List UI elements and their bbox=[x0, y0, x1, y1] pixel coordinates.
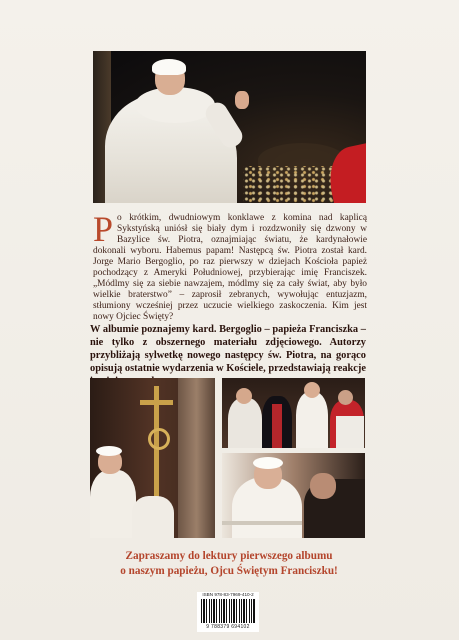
photo-zucchetto bbox=[152, 59, 186, 75]
barcode-digits: 9 788379 694102 bbox=[206, 624, 250, 630]
photo-clergy-group bbox=[222, 378, 365, 448]
photo-zucchetto bbox=[253, 457, 283, 469]
photo-rochet bbox=[336, 416, 364, 448]
photo-head bbox=[304, 382, 320, 398]
photo-pope-with-crucifix bbox=[90, 378, 215, 538]
invitation-line-1: Zapraszamy do lektury pierwszego albumu bbox=[125, 550, 333, 562]
photo-pillar bbox=[178, 378, 215, 538]
photo-pope-figure bbox=[90, 470, 136, 538]
barcode-bars bbox=[201, 599, 255, 623]
photo-head bbox=[310, 473, 336, 499]
intro-paragraph bbox=[93, 209, 367, 323]
invitation-line-2: o naszym papieżu, Ojcu Świętym Franciszku! bbox=[120, 565, 338, 577]
photo-pope-waving-balcony bbox=[93, 51, 366, 203]
photo-railing bbox=[222, 521, 302, 525]
photo-attendant bbox=[132, 496, 174, 538]
photo-crucifix-bar bbox=[140, 400, 173, 405]
invitation-text bbox=[90, 549, 368, 579]
photo-head bbox=[236, 388, 252, 404]
photo-head bbox=[338, 390, 353, 405]
isbn-barcode bbox=[197, 592, 259, 632]
photo-zucchetto bbox=[96, 446, 122, 456]
intro-dropcap: P bbox=[93, 209, 114, 249]
photo-pope-hand bbox=[235, 91, 249, 109]
photo-person bbox=[228, 398, 262, 448]
photo-pope-figure bbox=[296, 392, 328, 448]
photo-pope-greeting bbox=[222, 453, 365, 538]
photo-crucifix-ornament bbox=[148, 428, 170, 450]
intro-text: o krótkim, dwudniowym konklawe z komina nad kaplicą Sykstyńską uniósł się biały dym i rozdzwoniły się dzwony w Bazylice św. Piotra, oznajmiając światu, że kardynałowie dokonali wyboru. Habemus papam! Następcą św. Piotra został kard. Jorge Mario Bergoglio, po raz pierwszy w dziejach Kościoła papież pochodzący z Ameryki Południowej, przybierając imię Franciszek. „Módlmy się za siebie nawzajem, módlmy się za cały świat, aby było wielkie braterstwo” – zaprosił zebranych, wywołując entuzjazm, stłumiony wcześniej przez uczucie wielkiego zaskoczenia. Kim jest nowy Ojciec Święty? bbox=[93, 213, 367, 322]
summary-paragraph: W albumie poznajemy kard. Bergoglio – papieża Franciszka – nie tylko z obszernego materiału zdjęciowego. Autorzy przybliżają sylwetkę nowego następcy św. Piotra, na gorąco opisują ostatnie wydarzenia w Kościele, przedstawiają reakcje bbox=[90, 324, 366, 374]
isbn-number: ISBN 978-83-7969-410-2 bbox=[202, 592, 254, 597]
photo-red-sash bbox=[272, 404, 282, 448]
